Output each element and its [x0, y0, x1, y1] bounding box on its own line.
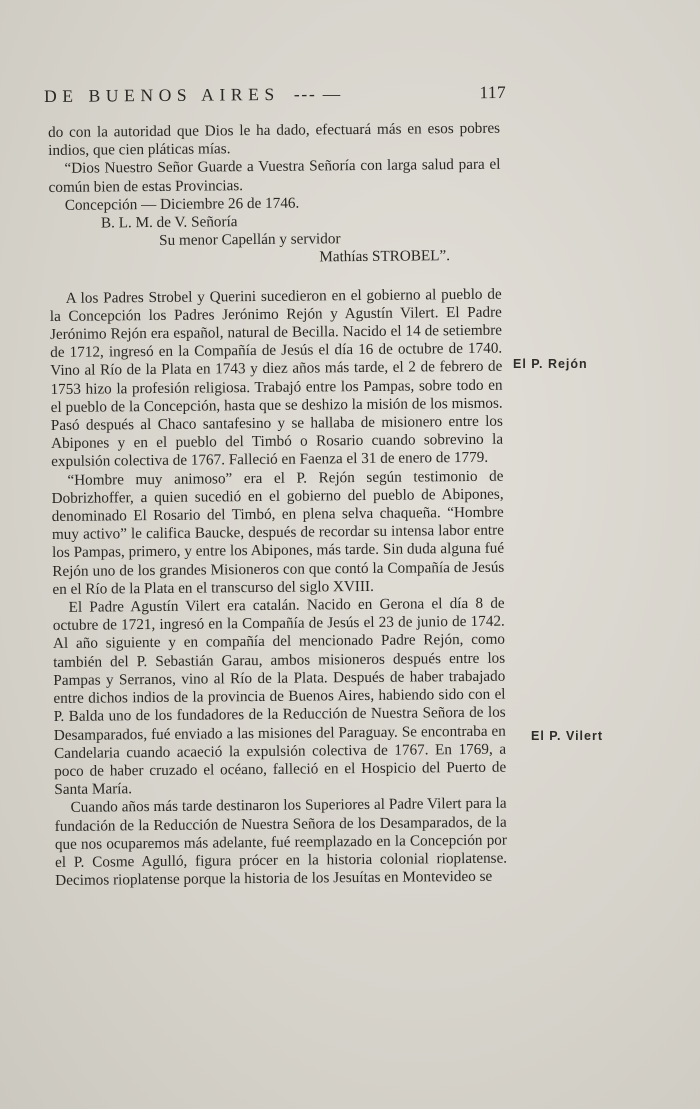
signature-formula: B. L. M. de V. Señoría [100, 213, 238, 232]
signature-title: Su menor Capellán y servidor [159, 230, 341, 250]
margin-note-rejon: El P. Rejón [513, 357, 588, 371]
page-number: 117 [479, 81, 507, 103]
signature-name: Mathías STROBEL”. [319, 247, 451, 266]
running-title: DE BUENOS AIRES [44, 83, 280, 106]
closing-paragraph: “Dios Nuestro Señor Guarde a Vuestra Señoría con larga salud para el común bien de estas Provincias. [48, 156, 501, 196]
paragraph-rejon-vilert: A los Padres Strobel y Querini sucedieron en el gobierno al pueblo de la Concepción los Padres Jerónimo Rejón y Agustín Vilert. El Padre Jerónimo Rejón era español, natural de Becilla. Nacido el 14 de setiembre de 1712, ingresó en la Compañía de Jesús el día 16 de octubre de 1740. Vino al Río de la Plata en 1743 y diez años más tarde, el 2 de febrero de 1753 hizo la profesión religiosa. Trabajó entre los Pampas, sobre todo en el pueblo de la Concepción, hasta que se deshizo la misión de los mismos. Pasó después al Chaco santafesino y se hallaba de misionero entre los Abipones y en el pueblo del Timbó o Rosario cuando sobrevino la expulsión colectiva de 1767. Falleció en Faenza el 31 de enero de 1779. [49, 285, 504, 471]
header-separator: --- — [293, 83, 342, 104]
paragraph-rejon-testimony: “Hombre muy animoso” era el P. Rejón según testimonio de Dobrizhoffer, a quien sucedió en el gobierno del pueblo de Abipones, denominado El Rosario del Timbó, en plena selva chaqueña. “Hombre muy activo” le califica Baucke, después de recordar su intensa labor entre los Pampas, primero, y entre los Abipones, más tarde. Sin duda alguna fué Rejón uno de los grandes Misioneros con que contó la Compañía de Jesús en el Río de la Plata en el transcurso del siglo XVIII. [51, 467, 505, 598]
running-header [44, 80, 507, 108]
paragraph-agullo: Cuando años más tarde destinaron los Superiores al Padre Vilert para la fundación de la Reducción de Nuestra Señora de los Desamparados, de la que nos ocuparemos más adelante, fué reemplazado en la Concepción por el P. Cosme Agulló, figura prócer en la historia colonial rioplatense. Decimos rioplatense porque la historia de los Jesuítas en Montevideo se [54, 794, 508, 890]
paragraph-vilert: El Padre Agustín Vilert era catalán. Nacido en Gerona el día 8 de octubre de 1721, ingresó en la Compañía de Jesús el 23 de junio de 1742. Al año siguiente y en compañía del mencionado Padre Rejón, como también del P. Sebastián Garau, ambos misioneros después entre los Pampas y Serranos, vino al Río de la Plata. Después de haber trabajado entre dichos indios de la provincia de Buenos Aires, habiendo sido con el P. Balda uno de los fundadores de la Reducción de Nuestra Señora de los Desamparados, fué enviado a las misiones del Paraguay. Se encontraba en Candelaria cuando acaeció la expulsión colectiva de 1767. En 1769, a poco de haber cruzado el océano, falleció en el Hospicio del Puerto de Santa María. [52, 594, 507, 799]
margin-note-vilert: El P. Vilert [531, 729, 603, 743]
body-text [48, 120, 507, 891]
signature-place-date: Concepción — Diciembre 26 de 1746. [64, 194, 300, 214]
opening-lines: do con la autoridad que Dios le ha dado, efectuará más en esos pobres indios, que cien pláticas mías. [48, 119, 501, 160]
